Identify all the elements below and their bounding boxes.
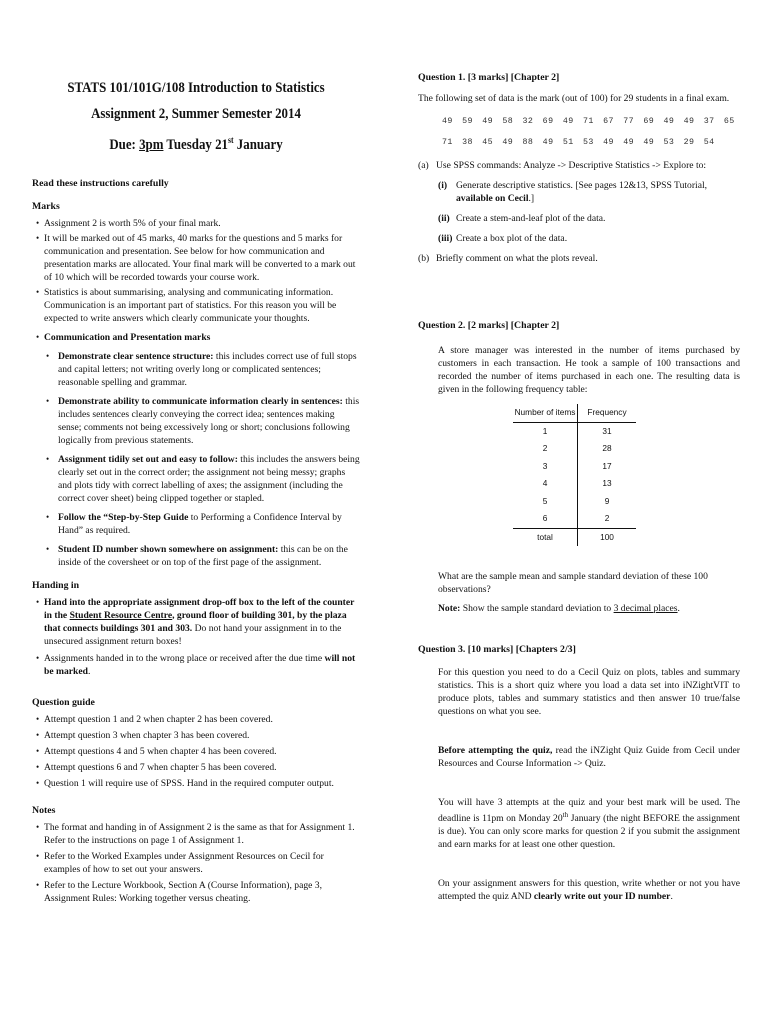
table-row: 2 28 <box>513 440 636 458</box>
question-1-heading: Question 1. [3 marks] [Chapter 2] <box>418 72 560 83</box>
communication-list <box>44 350 360 569</box>
question-3-p3: You will have 3 attempts at the quiz and your best mark will be used. The deadline is 11pm on Monday 20th January (the night BEFORE the assignment is due). You can only score marks for question 2 if you submit the assignment and earn marks for at least one other question. <box>438 797 740 851</box>
list-item: • Refer to the Lecture Workbook, Section A (Course Information), page 3, Assignment Rules: Working together versus cheating. <box>32 879 360 905</box>
list-item: • Attempt question 1 and 2 when chapter 2 has been covered. <box>32 713 360 726</box>
question-3-p2: Before attempting the quiz, read the iNZight Quiz Guide from Cecil under Resources and Course Information -> Quiz. <box>438 745 740 769</box>
table-row: 5 9 <box>513 493 636 511</box>
question-3-heading: Question 3. [10 marks] [Chapters 2/3] <box>418 644 576 655</box>
question-2-intro: A store manager was interested in the number of items purchased by customers in each transaction. He took a sample of 100 transactions and recorded the number of items purchased in each one. The resulting data is given in the following frequency table: <box>438 345 740 395</box>
marks-list <box>32 217 360 344</box>
handing-list <box>32 596 360 678</box>
list-item: • Attempt question 3 when chapter 3 has been covered. <box>32 729 360 742</box>
question-1-intro: The following set of data is the mark (out of 100) for 29 students in a final exam. <box>418 93 730 104</box>
list-item: • Communication and Presentation marks <box>32 331 360 344</box>
list-item: • Attempt questions 4 and 5 when chapter 4 has been covered. <box>32 745 360 758</box>
list-item: • Assignments handed in to the wrong place or received after the due time will not be marked. <box>32 652 360 678</box>
notes-list <box>32 821 360 905</box>
guide-heading: Question guide <box>32 697 95 708</box>
list-item: • Demonstrate ability to communicate information clearly in sentences: this includes sentences clearly conveying the correct idea; sentences making sense; comments not being excessively long or short; conclusions following logically from previous statements. <box>44 395 360 447</box>
part-a: (a) Use SPSS commands: Analyze -> Descriptive Statistics -> Explore to: <box>418 160 707 171</box>
title-line-2: Assignment 2, Summer Semester 2014 <box>91 106 301 122</box>
list-item: • Assignment 2 is worth 5% of your final mark. <box>32 217 360 230</box>
guide-list <box>32 713 360 790</box>
list-item: • Demonstrate clear sentence structure: this includes correct use of full stops and capital letters; not writing overly long or complicated sentences; reasonable spelling and grammar. <box>44 350 360 389</box>
document-title <box>32 78 360 155</box>
column-header: Frequency <box>578 404 637 422</box>
list-item: • Follow the “Step-by-Step Guide to Performing a Confidence Interval by Hand” as required. <box>44 511 360 537</box>
table-row: 3 17 <box>513 458 636 476</box>
notes-heading: Notes <box>32 805 56 816</box>
list-item: • Question 1 will require use of SPSS. Hand in the required computer output. <box>32 777 360 790</box>
list-item: • Statistics is about summarising, analysing and communicating information. Communication is an important part of statistics. For this reason you will be expected to write answers which clearly communicate your thoughts. <box>32 286 360 325</box>
marks-heading: Marks <box>32 201 60 212</box>
list-item: • It will be marked out of 45 marks, 40 marks for the questions and 5 marks for communication and presentation. See below for how communication and presentation marks are allocated. Your final mark will be converted to a mark out of 10 which will be recorded towards your course work. <box>32 232 360 284</box>
question-2-heading: Question 2. [2 marks] [Chapter 2] <box>418 320 560 331</box>
question-2-note: Note: Show the sample standard deviation to 3 decimal places. <box>438 603 680 614</box>
question-2-text: What are the sample mean and sample standard deviation of these 100 observations? <box>438 571 708 595</box>
title-line-3: Due: 3pm Tuesday 21st January <box>109 135 283 153</box>
table-total-row: total 100 <box>513 528 636 546</box>
part-a-iii: (iii) Create a box plot of the data. <box>438 233 568 244</box>
column-header: Number of items <box>513 404 578 422</box>
table-header-row <box>513 404 636 422</box>
table-row: 1 31 <box>513 422 636 440</box>
title-line-1: STATS 101/101G/108 Introduction to Statistics <box>67 80 325 96</box>
data-row-1: 49 59 49 58 32 69 49 71 67 77 69 49 49 37 65 <box>442 117 735 126</box>
question-3-p1: For this question you need to do a Cecil Quiz on plots, tables and summary statistics. This is a short quiz where you load a data set into iNZightVIT to produce plots, tables and summary statistics and then answer 10 true/false questions on what you see. <box>438 667 740 717</box>
part-a-i: (i) Generate descriptive statistics. [See pages 12&13, SPSS Tutorial, available on Cecil.] <box>438 180 708 204</box>
frequency-table <box>513 404 636 546</box>
table-row: 4 13 <box>513 475 636 493</box>
list-item: • Hand into the appropriate assignment drop-off box to the left of the counter in the Student Resource Centre, ground floor of building 301, by the plaza that connects buildings 301 and 303. Do not hand your assignment in to the unsecured assignment return boxes! <box>32 596 360 648</box>
table-row: 6 2 <box>513 510 636 528</box>
list-item: • Attempt questions 6 and 7 when chapter 5 has been covered. <box>32 761 360 774</box>
question-3-p4: On your assignment answers for this question, write whether or not you have attempted the quiz AND clearly write out your ID number. <box>438 878 740 903</box>
left-column <box>32 0 360 905</box>
right-column <box>418 0 740 903</box>
handing-heading: Handing in <box>32 580 80 591</box>
data-row-2: 71 38 45 49 88 49 51 53 49 49 49 53 29 54 <box>442 138 715 147</box>
list-item: • Student ID number shown somewhere on assignment: this can be on the inside of the coversheet or on top of the first page of the assignment. <box>44 543 360 569</box>
list-item: • Refer to the Worked Examples under Assignment Resources on Cecil for examples of how to set out your answers. <box>32 850 360 876</box>
part-a-ii: (ii) Create a stem-and-leaf plot of the data. <box>438 213 606 224</box>
list-item: • Assignment tidily set out and easy to follow: this includes the answers being clearly set out in the correct order; the assignment not being messy; graphs and plots tidy with correct labelling of axes; the assignment (including the correct cover sheet) being clipped together or stapled. <box>44 453 360 505</box>
part-b: (b) Briefly comment on what the plots reveal. <box>418 253 598 264</box>
list-item: • The format and handing in of Assignment 2 is the same as that for Assignment 1. Refer to the instructions on page 1 of Assignment 1. <box>32 821 360 847</box>
read-instructions: Read these instructions carefully <box>32 178 169 189</box>
